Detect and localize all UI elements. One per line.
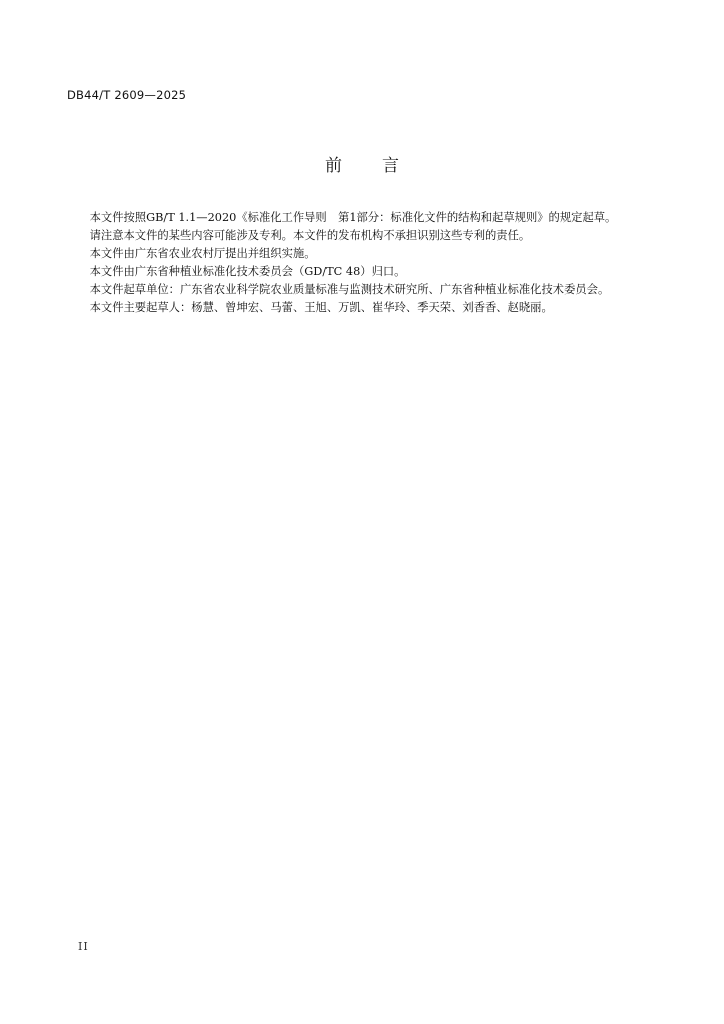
paragraph-proposer: 本文件由广东省农业农村厅提出并组织实施。	[89, 247, 316, 260]
paragraph-patent-notice: 请注意本文件的某些内容可能涉及专利。本文件的发布机构不承担识别这些专利的责任。	[89, 229, 531, 242]
page-title	[0, 151, 724, 176]
standard-code: DB44/T 2609—2025	[67, 88, 187, 102]
title-char-1: 前	[325, 156, 342, 176]
paragraph-drafters: 本文件主要起草人：杨慧、曾坤宏、马蕾、王旭、万凯、崔华玲、季天荣、刘香香、赵晓丽。	[89, 301, 553, 314]
paragraph-drafting-rules: 本文件按照GB/T 1.1—2020《标准化工作导则 第1部分：标准化文件的结构和起草规则》的规定起草。	[89, 211, 617, 224]
page-number: II	[78, 940, 89, 953]
paragraph-committee: 本文件由广东省种植业标准化技术委员会（GD/TC 48）归口。	[89, 265, 406, 278]
title-char-2: 言	[382, 156, 399, 176]
paragraph-drafting-units: 本文件起草单位：广东省农业科学院农业质量标准与监测技术研究所、广东省种植业标准化技术委员会。	[89, 283, 610, 296]
foreword-body	[67, 209, 647, 317]
